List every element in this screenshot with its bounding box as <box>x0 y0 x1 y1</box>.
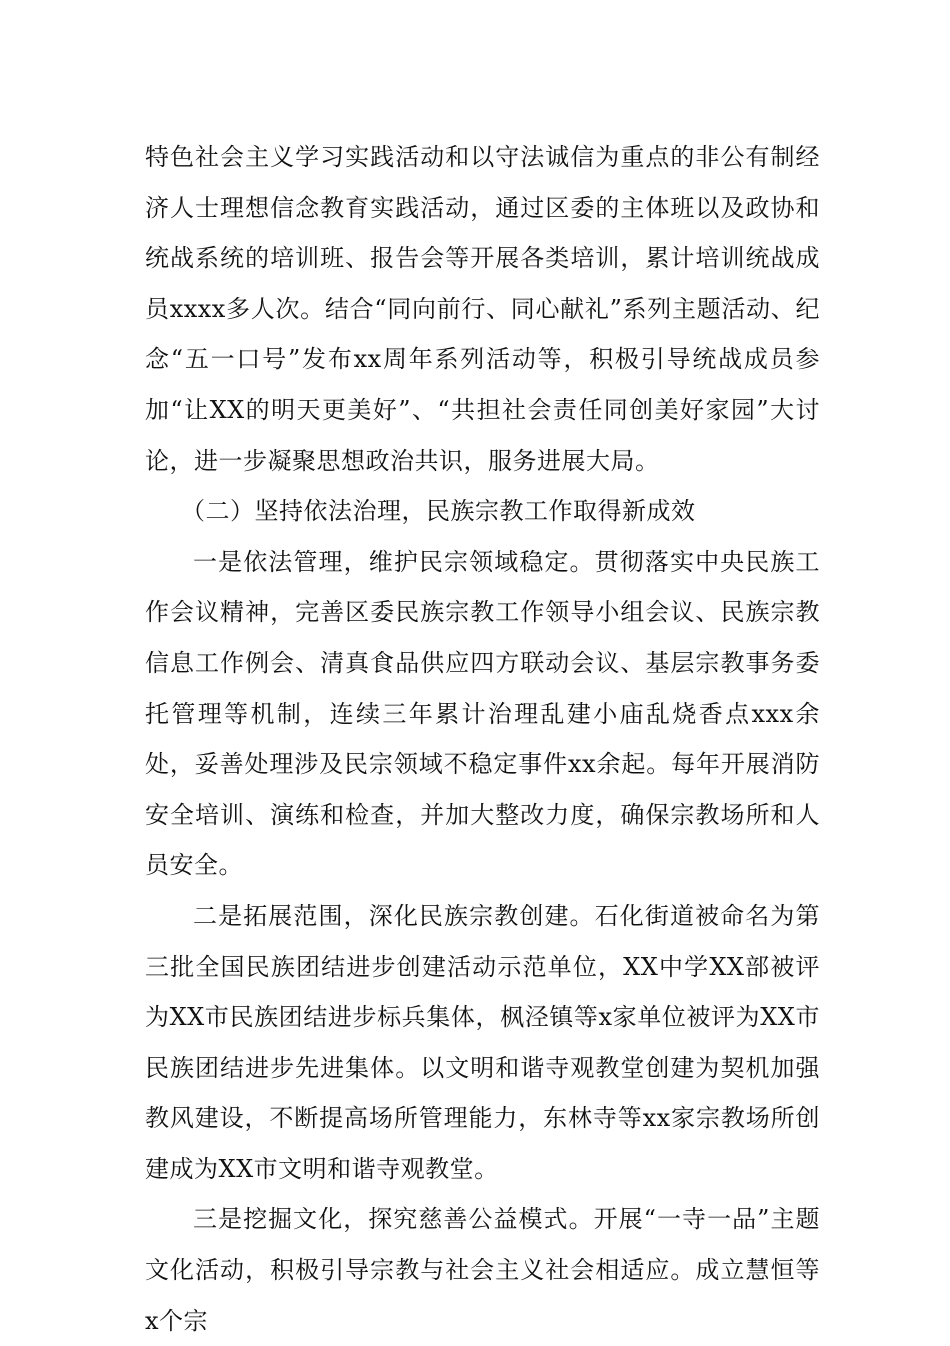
section-heading: （二）坚持依法治理，民族宗教工作取得新成效 <box>181 497 696 526</box>
paragraph-ethnic-religious-creation: 二是拓展范围，深化民族宗教创建。石化街道被命名为第三批全国民族团结进步创建活动示范单位，XX中学XX部被评为XX市民族团结进步标兵集体，枫泾镇等x家单位被评为XX市民族团结进步先进集体。以文明和谐寺观教堂创建为契机加强教风建设，不断提高场所管理能力，东林寺等xx家宗教场所创建成为XX市文明和谐寺观教堂。 <box>145 901 820 1183</box>
paragraph-legal-management: 一是依法管理，维护民宗领域稳定。贯彻落实中央民族工作会议精神，完善区委民族宗教工作领导小组会议、民族宗教信息工作例会、清真食品供应四方联动会议、基层宗教事务委托管理等机制，连续三年累计治理乱建小庙乱烧香点xxx余处，妥善处理涉及民宗领域不稳定事件xx余起。每年开展消防安全培训、演练和检查，并加大整改力度，确保宗教场所和人员安全。 <box>145 547 820 880</box>
paragraph-culture-charity: 三是挖掘文化，探究慈善公益模式。开展“一寺一品”主题文化活动，积极引导宗教与社会主义社会相适应。成立慧恒等x个宗 <box>145 1205 820 1335</box>
paragraph-continuation: 特色社会主义学习实践活动和以守法诚信为重点的非公有制经济人士理想信念教育实践活动，通过区委的主体班以及政协和统战系统的培训班、报告会等开展各类培训，累计培训统战成员xxxx多人次。结合“同向前行、同心献礼”系列主题活动、纪念“五一口号”发布xx周年系列活动等，积极引导统战成员参加“让XX的明天更美好”、“共担社会责任同创美好家园”大讨论，进一步凝聚思想政治共识，服务进展大局。 <box>145 143 820 475</box>
